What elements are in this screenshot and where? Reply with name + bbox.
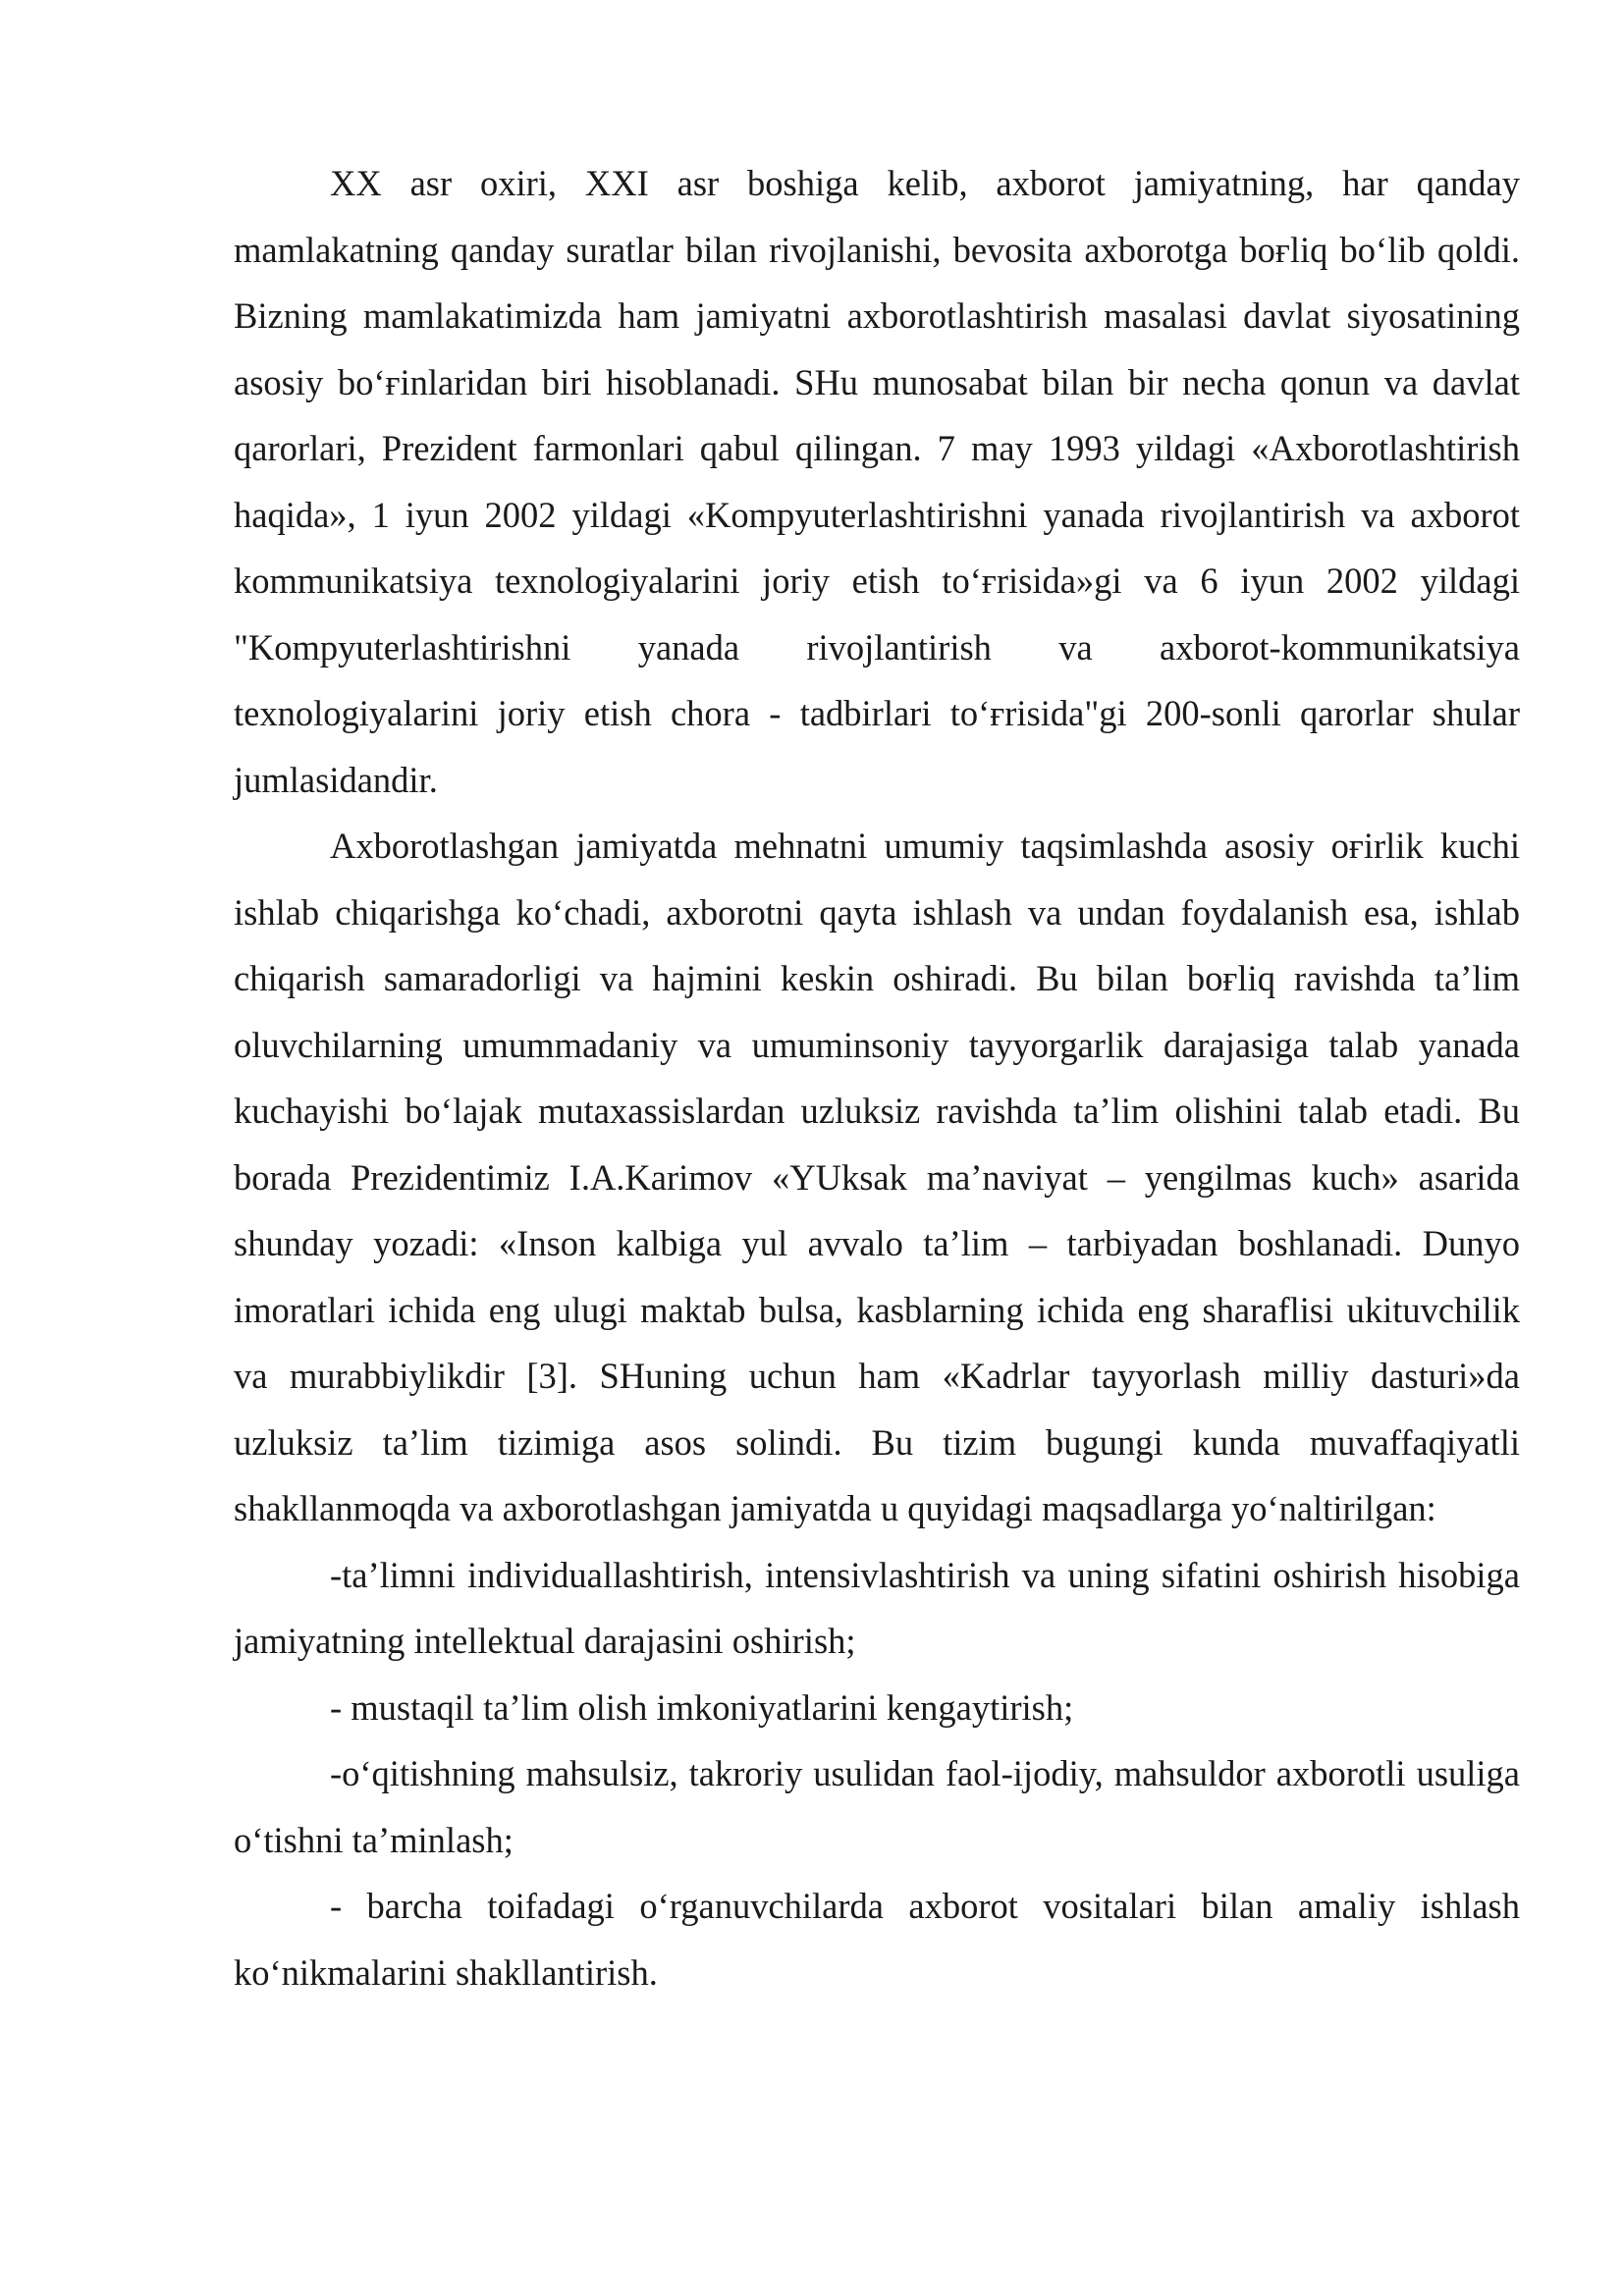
list-item-individualization: -ta’limni individuallashtirish, intensivlashtirish va uning sifatini oshirish hisobiga jamiyatning intellektual darajasini oshirish; [234,1554,1520,1661]
body-text [234,150,1520,2005]
list-item-active-teaching: -o‘qitishning mahsulsiz, takroriy usulidan faol-ijodiy, mahsuldor axborotli usuliga o‘tishni ta’minlash; [234,1753,1520,1860]
list-item-independent-learning: - mustaqil ta’lim olish imkoniyatlarini kengaytirish; [330,1686,1074,1728]
list-item-practical-skills: - barcha toifadagi o‘rganuvchilarda axborot vositalari bilan amaliy ishlash ko‘nikmalarini shakllantirish. [234,1886,1520,1993]
paragraph-intro: XX asr oxiri, XXI asr boshiga kelib, axborot jamiyatning, har qanday mamlakatning qanday suratlar bilan rivojlanishi, bevosita axborotga boғliq bo‘lib qoldi. Bizning mamlakatimizda ham jamiyatni axborotlashtirish masalasi davlat siyosatining asosiy bo‘ғinlaridan biri hisoblanadi. SHu munosabat bilan bir necha qonun va davlat qarorlari, Prezident farmonlari qabul qilingan. 7 may 1993 yildagi «Axborotlashtirish haqida», 1 iyun 2002 yildagi «Kompyuterlashtirishni yanada rivojlantirish va axborot kommunikatsiya texnologiyalarini joriy etish to‘ғrisida»gi va 6 iyun 2002 yildagi "Kompyuterlashtirishni yanada rivojlantirish va axborot-kommunikatsiya texnologiyalarini joriy etish chora - tadbirlari to‘ғrisida"gi 200-sonli qarorlar shular jumlasidandir. [234,163,1520,800]
paragraph-information-society: Axborotlashgan jamiyatda mehnatni umumiy taqsimlashda asosiy oғirlik kuchi ishlab chiqarishga ko‘chadi, axborotni qayta ishlash va undan foydalanish esa, ishlab chiqarish samaradorligi va hajmini keskin oshiradi. Bu bilan boғliq ravishda ta’lim oluvchilarning umummadaniy va umuminsoniy tayyorgarlik darajasiga talab yanada kuchayishi bo‘lajak mutaxassislardan uzluksiz ravishda ta’lim olishini talab etadi. Bu borada Prezidentimiz I.A.Karimov «YUksak ma’naviyat – yengilmas kuch» asarida shunday yozadi: «Inson kalbiga yul avvalo ta’lim – tarbiyadan boshlanadi. Dunyo imoratlari ichida eng ulugi maktab bulsa, kasblarning ichida eng sharaflisi ukituvchilik va murabbiylikdir [3]. SHuning uchun ham «Kadrlar tayyorlash milliy dasturi»da uzluksiz ta’lim tizimiga asos solindi. Bu tizim bugungi kunda muvaffaqiyatli shakllanmoqda va axborotlashgan jamiyatda u quyidagi maqsadlarga yo‘naltirilgan: [234,826,1520,1528]
